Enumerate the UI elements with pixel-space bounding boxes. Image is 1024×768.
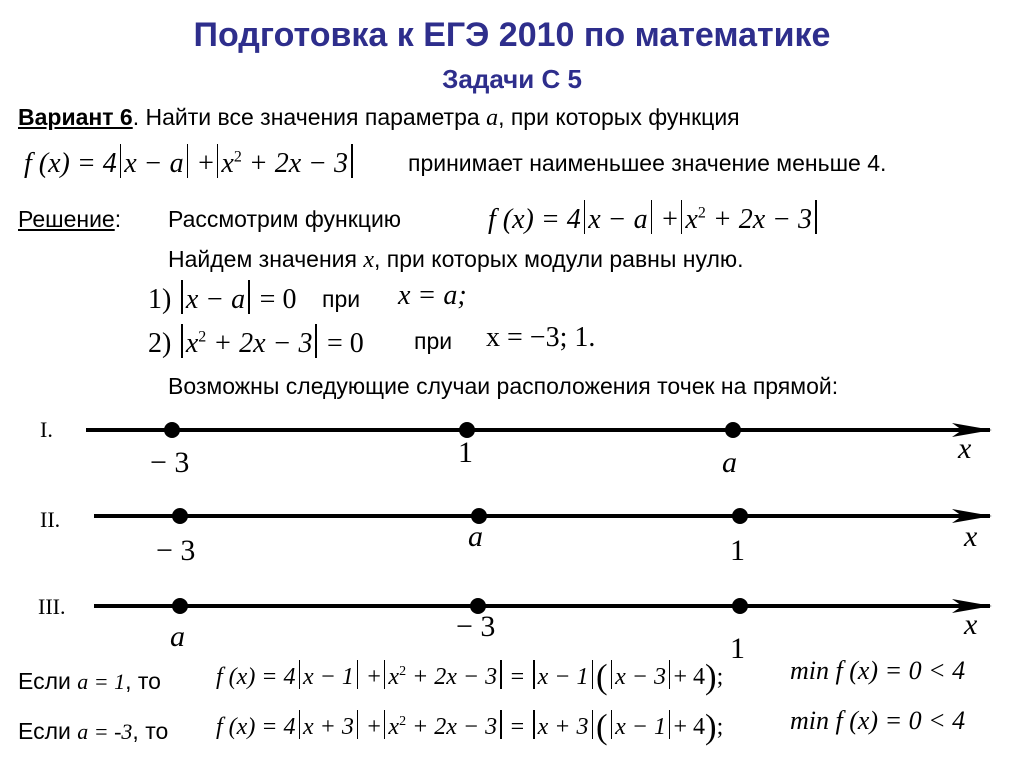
point-1-3 xyxy=(725,422,741,438)
page-subtitle: Задачи С 5 xyxy=(442,64,582,94)
roman-3: III. xyxy=(38,594,66,619)
label-3-3: 1 xyxy=(730,632,745,665)
axis-label-1: x xyxy=(958,432,972,465)
roman-2: II. xyxy=(40,507,61,532)
conclusion-1-formula: f (x) = 4 $x - 1 + x^2 + 2x - 3 = x - 1$ ( x − 3 + 4); xyxy=(216,657,724,697)
problem-condition: принимает наименьшее значение меньше 4. xyxy=(408,150,887,176)
f-plus: + xyxy=(198,148,214,179)
param-symbol: a xyxy=(486,105,499,131)
label-1-2: 1 xyxy=(458,436,473,469)
solution-colon: : xyxy=(114,206,122,232)
problem-text: . Найти все значения параметра xyxy=(132,104,480,130)
label-1-1: − 3 xyxy=(150,446,190,479)
f-lhs: f (x) = 4 xyxy=(24,148,117,179)
case2-equation: 2) $x^2 + 2x - 3 = 0$ xyxy=(148,324,364,360)
case1-equation: 1) x − a = 0 xyxy=(148,280,296,316)
axis-label-3: x xyxy=(964,608,978,641)
conclusion-2-prefix: Если a = -3, то xyxy=(18,718,169,744)
label-3-1: a xyxy=(170,620,185,653)
case2-root: x = −3; 1. xyxy=(486,322,596,353)
roman-1: I. xyxy=(40,417,53,442)
solution-function-formula: f (x) = 4 $x - a + x^2 + 2x - 3$ xyxy=(488,200,820,236)
conclusion-1-cond: a = 1 xyxy=(77,669,126,694)
point-1-1 xyxy=(164,422,180,438)
number-line-2 xyxy=(40,507,990,567)
page-title: Подготовка к ЕГЭ 2010 по математике xyxy=(193,16,831,54)
solution-label: Решение xyxy=(18,206,115,232)
label-2-3: 1 xyxy=(730,534,745,567)
f-abs2-exp: 2 xyxy=(233,148,242,166)
point-2-3 xyxy=(732,508,748,524)
number-lines-figure xyxy=(0,410,1024,665)
case1-root: x = a; xyxy=(398,280,467,311)
conclusion-2-formula: f (x) = 4 $x + 3 + x^2 + 2x - 3 = x + 3$ ( x − 1 + 4); xyxy=(216,707,724,747)
axis-label-2: x xyxy=(964,520,978,553)
variant-label: Вариант 6 xyxy=(18,104,133,130)
f-abs2-rest: + 2x − 3 xyxy=(241,148,349,179)
case2-num: 2) xyxy=(148,328,172,359)
problem-statement xyxy=(18,104,740,132)
f-abs1: x − a xyxy=(124,148,184,179)
conclusion-1-prefix: Если a = 1, то xyxy=(18,668,161,694)
number-line-3 xyxy=(38,594,990,665)
function-formula xyxy=(24,144,356,180)
point-3-3 xyxy=(732,598,748,614)
number-line-1 xyxy=(40,417,990,479)
f-abs2-x: x xyxy=(221,148,234,179)
label-3-2: − 3 xyxy=(456,610,496,643)
consider-text: Рассмотрим функцию xyxy=(168,206,402,232)
var-x: x xyxy=(363,247,375,273)
case2-pri: при xyxy=(414,328,453,354)
solution-label-wrap xyxy=(18,206,121,233)
conclusion-2-cond: a = -3 xyxy=(77,719,133,744)
find-zeros-text: Найдем значения x, при которых модули равны нулю. xyxy=(168,246,744,273)
cases-text: Возможны следующие случаи расположения точек на прямой: xyxy=(168,373,839,399)
problem-tail: , при которых функция xyxy=(498,104,740,130)
point-2-1 xyxy=(172,508,188,524)
conclusion-1-min: min f (x) = 0 < 4 xyxy=(790,656,966,685)
case1-pri: при xyxy=(322,286,361,312)
case1-num: 1) xyxy=(148,284,172,315)
point-3-1 xyxy=(172,598,188,614)
label-2-2: a xyxy=(468,520,483,553)
label-1-3: a xyxy=(722,446,737,479)
conclusion-2-min: min f (x) = 0 < 4 xyxy=(790,706,966,735)
label-2-1: − 3 xyxy=(156,534,196,567)
